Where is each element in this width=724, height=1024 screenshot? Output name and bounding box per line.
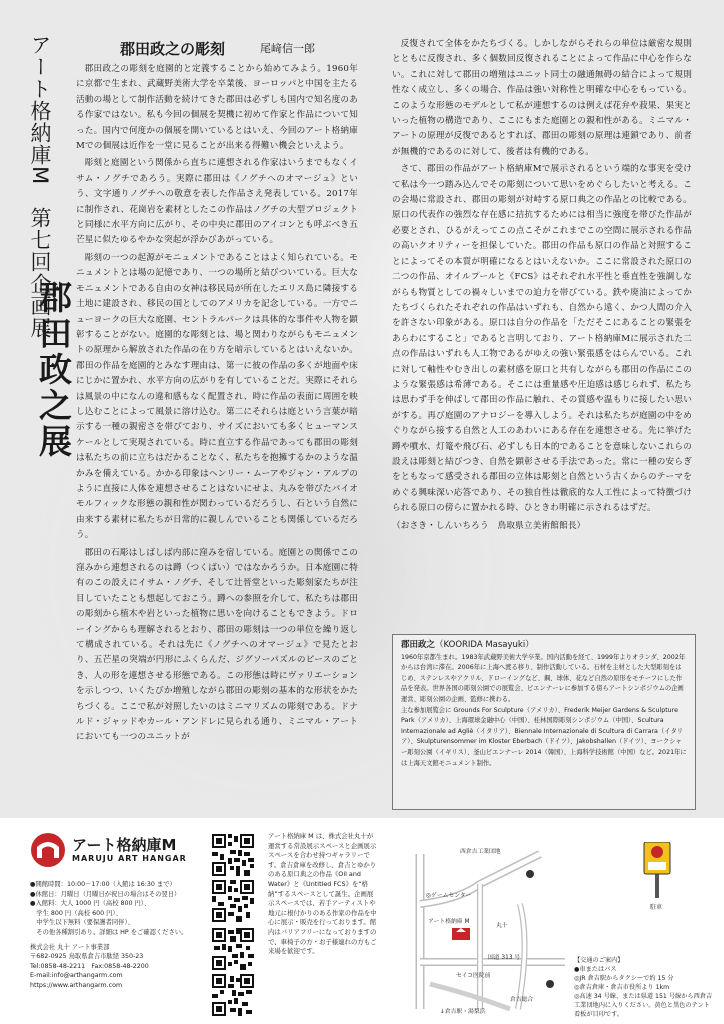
info-line: ●開館時間：10:00－17:00（入館は 16:30 まで）: [30, 881, 176, 888]
qr-code-icon[interactable]: [212, 880, 254, 922]
artist-name-ja: 郡田政之: [401, 640, 436, 650]
map-label: アート格納庫 M: [428, 919, 470, 925]
qr-code-icon[interactable]: [212, 974, 254, 1016]
qr-code-icon[interactable]: [212, 928, 254, 970]
essay-paragraph: 反復されて全体をかたちづくる。しかしながらそれらの単位は厳密な規則とともに反復され、多く個数回反復されることによって作品に中心を作らない。これに対して郡田の増殖はユニット同士の融通無碍の結合によって規則性なく成立し、多くの場合、作品は強い対称性と明確な中心をもっている。このような形態のモデルとして私が連想するのは例えば花弁や菽果、果実といった植物の構造であり、ここにもまた庭園との親和性がある。ミニマル・アートの原理が反復であるとすれば、郡田の彫刻の原理は連鎖であり、前者が無機的であるのに対して、後者は有機的である。: [392, 39, 692, 157]
info-line: ●休館日：月曜日（月曜日が祝日の場合はその翌日）: [30, 890, 181, 898]
exhibition-series-title: アート格納庫M 第七回企画展: [28, 34, 52, 340]
landmark-icon: [546, 980, 554, 988]
venue-logo: [30, 832, 200, 872]
info-line: その他各種割引あり。詳細は HP をご確認ください。: [30, 928, 188, 936]
venue-about: アート格納庫 M は、株式会社丸十が運営する常設展示スペースと企画展示スペースを合わせ持つギャラリーです。倉吉倉庫を改修し、倉吉とゆかりのある原口典之の作品《Oil and Water》と《Untitled FCS》を“格納”するスペースとして誕生。企画展示スペースでは、若手アーティストや地元に根付かりのある作家の作品を中心に展示・販売を行っております。館内はバリアフリーになっておりますので、車椅子の方・お子様連れの方もご来場を歓迎です。: [268, 832, 377, 956]
map-label: 西倉吉工業団地: [460, 849, 501, 855]
company-line: 株式会社 丸十 アート事業部: [30, 943, 110, 951]
essay-author: 尾﨑信一郎: [260, 42, 315, 55]
bus-stop-icon: [642, 842, 672, 898]
artist-bio-text: 1960年京都生まれ。1983年武蔵野美術大学卒業。国内活動を経て、1999年よりオランダ、2002年からは台湾に滞在。2006年に上海へ渡る移り、制作活動している。石材を主材とした大型彫刻をはじめ、ステンレスやアクリル、ドローイングなど、鋼、球体、花など自然の原形をモチーフにした作品を発表。世界各国の彫刻公園での展覧会、ビエンナーレに参加する傍らアートシンポジウムの企画運営、彫刻公園の企画、監修に携わる。: [401, 653, 686, 703]
essay-right-column: [392, 37, 692, 637]
info-line: ●入館料：大人 1000 円（高校 800 円）、: [30, 900, 151, 908]
map-label: ◎ゲームセンター: [426, 893, 472, 899]
essay-paragraph: さて、郡田の作品がアート格納庫Mで展示されるという端的な事実を受けて私は今一つ踏み込んでその彫刻について思いをめぐらしたいと考える。この会場に常設され、郡田の彫刻が対峙する原口典之の作品との比較である。原口の代表作の強烈な存在感に拮抗するためには相当に強度を帯びた作品が必要とされ、ひるがえってこの点こそがこれまでこの空間に展示される作品の高いクオリティーを担保していた。郡田の作品も原口の作品と対照することによってその本質が明確になるとはいえないか。ここに常設された原口の二つの作品、オイルプールと《FCS》はそれぞれ水平性と垂直性を強調しながらも物質としての禍々しいまでの迫力を帯びている。鉄や廃油によってかたちづくられたそれぞれの作品はいずれも、自然から遠く、かつ人間の介入を許さない印象がある。原口は自分の作品を「ただそこにあることの緊張をあらわにすること」であると言明しており、アート格納庫Mに展示された二点の作品はいずれも人工物であるがゆえの強い緊張感をはらんでいる。これに対して軸性やむき出しの素材感を原口と共有しながらも郡田の作品にこのような緊張感は希薄である。そこには重量感や圧迫感は感じられず、私たちは思わず手を伸ばして郡田の作品に触れ、その質感や温もりに接したい思いがする。再び庭園のアナロジーを導入しよう。それは私たちが庭園の中をめぐりながら接する自然と人工のあわいにある存在を連想させる。先に挙げた蹲や噴水、灯篭や飛び石、必ずしも日本的であることを意味しないこれらの設えは彫刻と結びつき、自然を顕彰させる手法であった。常に一種の安らぎをともなって感受される郡田の立体は彫刻と自然という古くからのテーマをめぐる興味深い応答であり、その独自性は徹底的な人工性によって特徴づけられる原口の傍らに置かれる時、ひときわ明確に示されるはずだ。: [392, 164, 692, 514]
venue-name-en: MARUJU ART HANGAR: [72, 854, 187, 863]
artist-bio-box: [392, 634, 696, 810]
essay-left-column: [76, 62, 358, 812]
access-info: [574, 956, 714, 1019]
essay-paragraph: 彫刻の一つの起源がモニュメントであることはよく知られている。モニュメントとは場の記憶であり、一つの場所と結びついている。巨大なモニュメントである自由の女神は移民局が所在したエリス島に隣接する土地に建設され、移民の国としてのアメリカを記念している。一方でニューヨークの巨大な庭園、セントラルパークは具体的な事件や人物を顕彰することがない。庭園的な彫刻とは、場と関わりながらもモニュメントの原理から解放された作品の在り方を暗示しているとはいえないか。郡田の作品を庭園的とみなす理由は、第一に彼の作品の多くが地面や床にじかに置かれ、水平方向の広がりを有していることだ。実際にそれらは風景の中になんの違和感もなく配置され、時に作品の表面に周囲を映し込むことによって風景に溶け込む。第二にそれらは庭という言葉が暗示する一種の親密さを帯びており、サイズにおいても多くヒューマンスケールとして実現されている。時に直立する作品であっても郡田の彫刻は私たちの前に立ちはだかることなく、私たちを抱擁するかのような温かみを備えている。かかる印象はヘンリー・ムーアやジャン・アルプのように直接に人体を連想させることはないにせよ、丸みを帯びたバイオモルフィックな形態の親和性が関わっているだろうし、石という自然に由来する素材に私たちが日常的に親しんでいることも関係しているだろう。: [76, 252, 358, 541]
map-roads-icon: [400, 844, 570, 1016]
essay-headline: [120, 38, 380, 58]
access-map: [400, 844, 570, 1016]
access-title: 【交通のご案内】: [574, 957, 624, 964]
artist-name-en: （KOORIDA Masayuki）: [435, 640, 534, 650]
info-line: 学生 800 円（高校 600 円）、: [30, 909, 122, 917]
access-line: ◎倉吉倉庫・倉吉市役所より 1km: [574, 984, 670, 991]
essay-paragraph: 郡田政之の彫刻を庭園的と定義することから始めてみよう。1960年に京都で生まれ、武蔵野美術大学を卒業後、ヨーロッパと中国を主たる活動の場として制作活動を続けてきた郡田は必ずしも国内で知名度のある作家ではない。私も今回の個展を契機に初めて作家と作品について知った。国内で何度かの個展を開いているとはいえ、今回のアート格納庫Mでの個展は近作を一堂に見ることが出来る得難い機会といえよう。: [76, 64, 358, 152]
qr-code-icon[interactable]: [212, 834, 254, 876]
essay-signature: （おさき・しんいちろう 鳥取県立美術館館長）: [392, 520, 586, 531]
landmark-icon: [526, 870, 534, 878]
essay-paragraph: 郡田の石彫はしばしば内部に窪みを宿している。庭園との関係でこの窪みから連想されるのは蹲（つくばい）ではなかろうか。日本庭園に特有のこの設えにイサム・ノグチ、そして辻晉堂といった彫刻家たちが注目していたことも想起しておこう。蹲への参照を介して、私たちは郡田の彫刻から植木や岩といった植物に思いを向けることもできよう。ドローイングからも理解されるとおり、郡田の彫刻は一つの単位を繰り返して構成されている。それは先に《ノグチへのオマージュ》で見たとおり、五芒星の突端が円形にふくらんだ、ジグソーパズルのピースのごとき、人の形を連想させる形態である。この形態は時にヴァリエーションを示しつつ、いくたびか増殖しながら郡田の彫刻の基本的な形状をかたちづくる。ここで私が対照したいのはミニマリズムの彫刻である。ドナルド・ジャッドやカール・アンドレに見られる通り、ミニマル・アートにおいても一つのユニットが: [76, 547, 358, 743]
exhibition-title: 郡田政之展: [34, 280, 73, 460]
venue-name: アート格納庫M: [72, 836, 177, 854]
hangar-logo-icon: [30, 832, 66, 868]
map-label: セイコ医院前: [456, 973, 491, 979]
map-label: 国道 313 号: [488, 955, 521, 961]
essay-title: 郡田政之の彫刻: [120, 40, 226, 58]
artist-bio-text: 主な参加展覧会に Grounds For Sculpture（アメリカ）、Frederik Meijer Gardens & Sculpture Park（アメリカ）、上海環球金融中心（中国）、桂林国際彫刻シンポジウム（中国）、Scultura Internazionale ad Agliè（イタリア）、Biennale Internazionale di Scultura di Carrara（イタリア）、Skulpturensommer im Kloster Eberbach（ドイツ）、Jakobshallen（ドイツ）、ヨークシャー彫刻公園（イギリス）、釜山ビエンナーレ 2014（韓国）、上海科学技術館（中国）など。2021年には上海天文館モニュメント制作。: [401, 706, 687, 767]
info-line: 中学生以下無料（要保護者同伴）、: [30, 919, 134, 927]
venue-info: [30, 880, 210, 991]
company-line: 〒682-0925 鳥取県倉吉市駄経 350-23: [30, 953, 144, 961]
artist-name: [401, 640, 687, 651]
map-label: 倉吉総合: [510, 997, 534, 1003]
company-line[interactable]: E-mail:info@arthangarm.com: [30, 972, 123, 980]
map-label: ↓倉吉駅・湯梨浜: [440, 1009, 486, 1015]
access-line: ◎JR 倉吉駅からタクシーで約 15 分: [574, 975, 674, 982]
essay-paragraph: 彫刻と庭園という関係から直ちに連想される作家はいうまでもなくイサム・ノグチであろう。実際に郡田は《ノグチへのオマージュ》という、文字通りノグチへの敬意を表した作品さえ発表している。2017年に制作され、花崗岩を素材としたこの作品はノグチの大型プロジェクトと同様に水平方向に広がり、その中央に郡田のアイコンとも呼ぶべき五芒星に似たゆるやかな突起が浮かびあがっている。: [76, 158, 358, 246]
access-line: ◎高速 34 号線、または県道 151 号線から西倉吉工業団地内に入りください。黄色と黒色のテント看板が目印です。: [574, 993, 713, 1018]
map-label: 丸十: [496, 923, 508, 929]
venue-footer: [0, 818, 724, 1024]
bus-stop-label: 駐車: [650, 904, 663, 911]
company-line: Tel:0858-48-2211 Fax:0858-48-2200: [30, 962, 149, 970]
access-line: ●車またはバス: [574, 966, 617, 973]
bus-stop-sign: [642, 842, 672, 898]
company-line[interactable]: https://www.arthangarm.com: [30, 981, 123, 989]
